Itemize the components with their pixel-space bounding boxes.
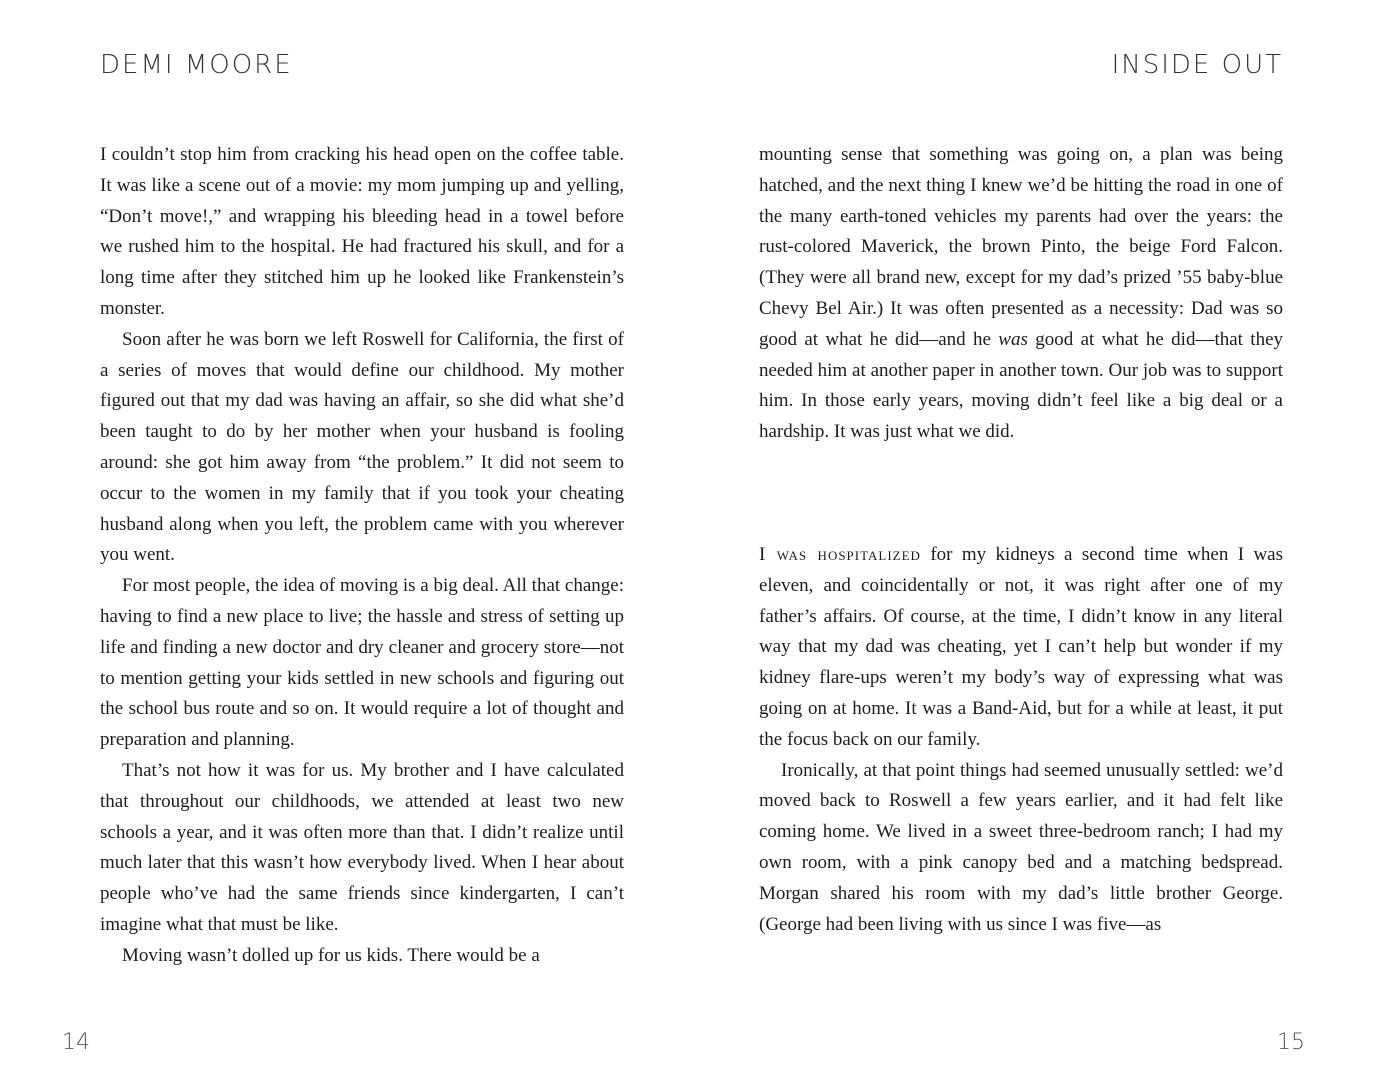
section-lead-in: I was hospitalized bbox=[759, 543, 921, 565]
paragraph-text: mounting sense that something was going on, a plan was being hatched, and the next thing I knew we’d be hitting the road in one of the many earth-toned vehicles my parents had over the years: the rust-colored Maverick, the brown Pinto, the beige Ford Falcon. (They were all brand new, except for my dad’s prized ’55 baby-blue Chevy Bel Air.) It was often presented as a necessity: Dad was so good at what he did—and he bbox=[759, 144, 1283, 350]
right-page-text bbox=[759, 140, 1283, 940]
paragraph-text: for my kidneys a second time when I was eleven, and coincidentally or not, it was right after one of my father’s affairs. Of course, at the time, I didn’t know in any literal way that my dad was cheating, yet I can’t help but wonder if my kidney flare-ups weren’t my body’s way of expressing what was going on at home. It was a Band-Aid, but for a while at least, it put the focus back on our family. bbox=[759, 543, 1283, 750]
section-opening-paragraph bbox=[759, 540, 1283, 756]
paragraph: Moving wasn’t dolled up for us kids. There would be a bbox=[122, 944, 540, 966]
paragraph bbox=[759, 140, 1283, 448]
italic-emphasis: was bbox=[998, 328, 1028, 350]
paragraph: Ironically, at that point things had seemed unusually settled: we’d moved back to Roswell a few years earlier, and it had felt like coming home. We lived in a sweet three-bedroom ranch; I had my own room, with a pink canopy bed and a matching bedspread. Morgan shared his room with my dad’s little brother George. (George had been living with us since I was five—as bbox=[759, 759, 1283, 935]
running-head-author: DEMI MOORE bbox=[100, 50, 293, 80]
page-number-right: 15 bbox=[1277, 1030, 1305, 1055]
paragraph: For most people, the idea of moving is a big deal. All that change: having to find a new place to live; the hassle and stress of setting up life and finding a new doctor and dry cleaner and grocery store—not to mention getting your kids settled in new schools and figuring out the school bus route and so on. It would require a lot of thought and preparation and planning. bbox=[100, 575, 624, 751]
paragraph: Soon after he was born we left Roswell for California, the first of a series of moves that would define our childhood. My mother figured out that my dad was having an affair, so she did what she’d been taught to do by her mother when your husband is fooling around: she got him away from “the problem.” It did not seem to occur to the women in my family that if you took your cheating husband along when you left, the problem came with you wherever you went. bbox=[100, 328, 624, 566]
paragraph-text: good at what he did—that they needed him at another paper in another town. Our job was to support him. In those early years, moving didn’t feel like a big deal or a hardship. It was just what we did. bbox=[759, 328, 1283, 443]
running-head-title: INSIDE OUT bbox=[1111, 50, 1283, 80]
paragraph: That’s not how it was for us. My brother and I have calculated that throughout our childhoods, we attended at least two new schools a year, and it was often more than that. I didn’t realize until much later that this wasn’t how everybody lived. When I hear about people who’ve had the same friends since kindergarten, I can’t imagine what that must be like. bbox=[100, 759, 624, 935]
page-number-left: 14 bbox=[62, 1030, 90, 1055]
right-page bbox=[689, 0, 1378, 1080]
paragraph: I couldn’t stop him from cracking his head open on the coffee table. It was like a scene out of a movie: my mom jumping up and yelling, “Don’t move!,” and wrapping his bleeding head in a towel before we rushed him to the hospital. He had fractured his skull, and for a long time after they stitched him up he looked like Frankenstein’s monster. bbox=[100, 144, 624, 319]
left-page-text bbox=[100, 140, 624, 972]
